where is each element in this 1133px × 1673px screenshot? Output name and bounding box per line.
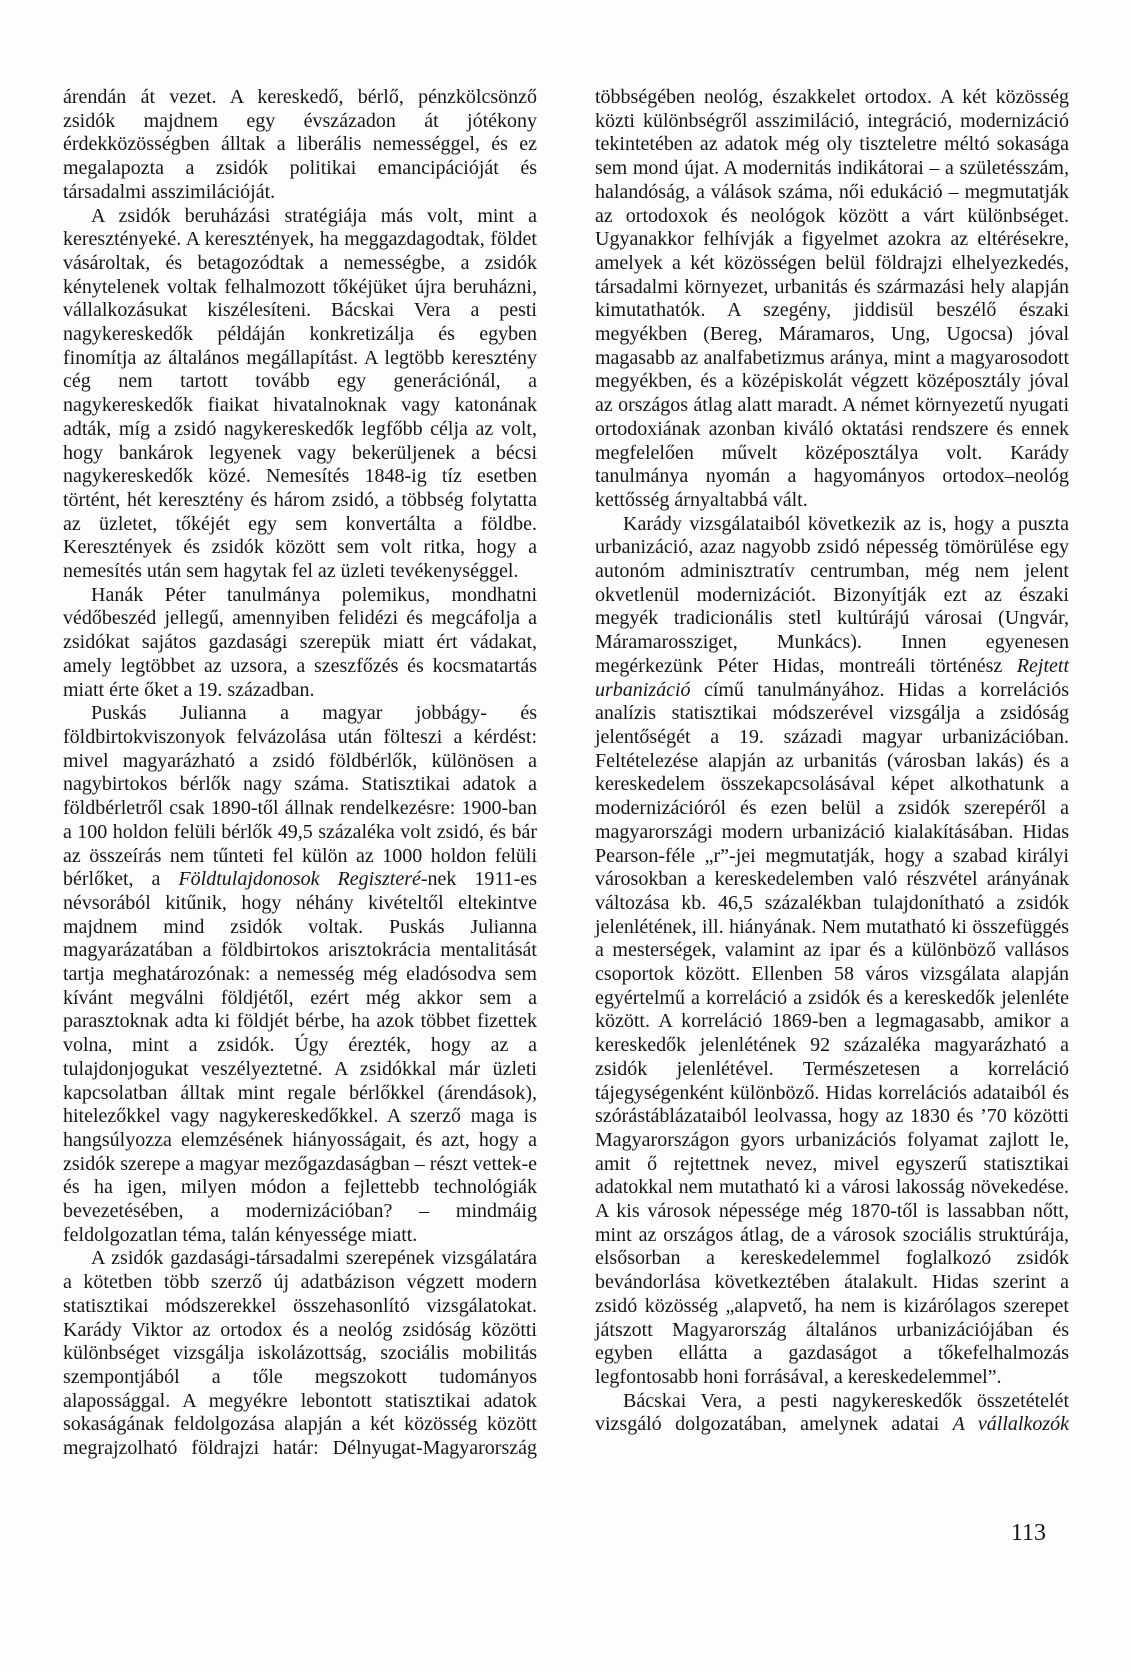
text-run: A zsidók gazdasági-társadalmi szerepének vizsgálatára a kötetben több szerző új adatbázison végzett modern statisztikai módszerekkel összehasonlító vizsgálatokat. Karády Viktor az ortodox és a neológ zsidóság közötti különbséget vizsgálja iskolázottság, szociális mobilitás szempontjából a tőle megszokott tudományos alapossággal. A megyékre lebontott statisztikai adatok sokaságának feldolgozása alapján a két közösség között megrajzolható földrajzi határ: Délnyugat-Magyarország xyxy=(63,1247,537,1460)
paragraph xyxy=(595,86,1069,513)
text-run: című tanulmányához. Hidas a korrelációs analízis statisztikai módszerével vizsgálja a zsidóság jelentőségét a 19. századi magyar urbanizációban. Feltételezése alapján az urbanitás (városban lakás) és a kereskedelem összekapcsolásával képet alkothatunk a modernizációról és ezen belül a zsidók szerepéről a magyarországi modern urbanizáció kialakításában. Hidas Pearson-féle „r”-jei megmutatják, hogy a szabad királyi városokban a kereskedelemben való részvétel arányának változása kb. 46,5 százalékban tulajdonítható a zsidók jelenlétének, ill. hiányának. Nem mutatható ki összefüggés a mesterségek, valamint az ipar és a különböző vallásos csoportok között. Ellenben 58 város vizsgálata alapján egyértelmű a korreláció a zsidók és a kereskedők jelenléte között. A korreláció 1869-ben a legmagasabb, amikor a kereskedők jelenlétének 92 százaléka magyarázható a zsidók jelenlétével. Természetesen a korreláció tájegységenként különböző. Hidas korrelációs adataiból és szórástáblázataiból leolvassa, hogy az 1830 és ’70 közötti Magyarországon gyors urbanizációs folyamat zajlott le, amit ő rejtettnek nevez, mivel egyszerű statisztikai adatokkal nem mutatható ki a városi lakosság növekedése. A kis városok népessége még 1870-től is lassabban nőtt, mint az országos átlag, de a városok szociális struktúrája, elsősorban a kereskedelemmel foglalkozó zsidók bevándorlása következtében átalakult. Hidas szerint a zsidó közösség „alapvető, ha nem is kizárólagos szerepet játszott Magyarország általános urbanizációjában és egyben ellátta a gazdaságot a tőkefelhalmozás legfontosabb honi forrásával, a kereskedelemmel”. xyxy=(595,678,1069,1388)
text-run: Puskás Julianna a magyar jobbágy- és földbirtokviszonyok felvázolása után fölteszi a kérdést: mivel magyarázható a zsidó földbérlők, különösen a nagybirtokos bérlők nagy száma. Statisztikai adatok a földbérletről csak 1890-től állnak rendelkezésre: 1900-ban a 100 holdon felüli bérlők 49,5 százaléka volt zsidó, és bár az összeírás nem tűnteti fel külön az 1000 holdon felüli bérlőket, a xyxy=(63,702,537,891)
text-columns xyxy=(63,86,1069,1461)
paragraph xyxy=(63,1247,537,1460)
work-title-italic: Földtulajdonosok Regiszteré xyxy=(178,868,421,891)
work-title-italic: Rejtett urbanizáció xyxy=(595,654,1069,701)
text-run: A zsidók beruházási stratégiája más volt, mint a keresztényeké. A keresztények, ha meggazdagodtak, földet vásároltak, és betagozódtak a nemességbe, a zsidók kénytelenek voltak felhalmozott tőkéjüket újra beruházni, vállalkozásukat kiszélesíteni. Bácskai Vera a pesti nagykereskedők példáján konkretizálja és egyben finomítja az általános megállapítást. A legtöbb keresztény cég nem tartott tovább egy generációnál, a nagykereskedők fiaikat hivatalnoknak vagy katonának adták, míg a zsidó nagykereskedők legfőbb célja az volt, hogy bankárok legyenek vagy bekerüljenek a bécsi nagykereskedők közé. Nemesítés 1848-ig tíz esetben történt, hét keresztény és három zsidó, a többség folytatta az üzletet, tőkéjét egy sem konvertálta a földbe. Keresztények és zsidók között sem volt ritka, hogy a nemesítés után sem hagytak fel az üzleti tevékenységgel. xyxy=(63,204,537,583)
paragraph xyxy=(63,584,537,703)
left-column xyxy=(63,86,537,1461)
paragraph xyxy=(63,86,537,205)
text-run: árendán át vezet. A kereskedő, bérlő, pénzkölcsönző zsidók majdnem egy évszázadon át jótékony érdekközösségben álltak a liberális nemességgel, és ez megalapozta a zsidók politikai emancipációját és társadalmi asszimilációját. xyxy=(63,86,537,203)
text-run: Karády vizsgálataiból következik az is, hogy a puszta urbanizáció, azaz nagyobb zsidó népesség tömörülése egy autonóm adminisztratív centrumban, még nem jelent okvetlenül modernizációt. Bizonyítják ezt az északi megyék tradicionális stetl kultúrájú városai (Ungvár, Máramarossziget, Munkács). Innen egyenesen megérkezünk Péter Hidas, montreáli történész xyxy=(595,512,1069,677)
work-title-italic: A vállalkozók xyxy=(952,1413,1069,1436)
paragraph xyxy=(63,702,537,1247)
right-column xyxy=(595,86,1069,1461)
paragraph xyxy=(63,205,537,584)
text-run: Hanák Péter tanulmánya polemikus, mondhatni védőbeszéd jellegű, amennyiben felidézi és megcáfolja a zsidókat sajátos gazdasági szerepük miatt ért vádakat, amely legtöbbet az uzsora, a szeszfőzés és kocsmatartás miatt érte őket a 19. században. xyxy=(63,583,537,701)
page-number: 113 xyxy=(1010,1520,1046,1546)
text-run: többségében neológ, északkelet ortodox. A két közösség közti különbségről asszimiláció, integráció, modernizáció tekintetében az adatok még oly tiszteletre méltó sokasága sem mond újat. A modernitás indikátorai – a születésszám, halandóság, a válások száma, női edukáció – megmutatják az ortodoxok és neológok között a várt különbséget. Ugyanakkor felhívják a figyelmet azokra az eltérésekre, amelyek a két közösségen belül földrajzi elhelyezkedés, társadalmi környezet, urbanitás és származási hely alapján kimutathatók. A szegény, jiddisül beszélő északi megyékben (Bereg, Máramaros, Ung, Ugocsa) jóval magasabb az analfabetizmus aránya, mint a magyarosodott megyékben, és a középiskolát végzett középosztály jóval az országos átlag alatt maradt. A német környezetű nyugati ortodoxiának azonban kiváló oktatási rendszere és ennek megfelelően művelt középosztálya volt. Karády tanulmánya nyomán a hagyományos ortodox–neológ kettősség árnyaltabbá vált. xyxy=(595,86,1069,511)
text-run: -nek 1911-es névsorából kitűnik, hogy néhány kivételtől eltekintve majdnem mind zsidók voltak. Puskás Julianna magyarázatában a földbirtokos arisztokrácia mentalitását tartja meghatározónak: a nemesség még eladósodva sem kívánt megválni földjétől, ezért még akkor sem a parasztoknak adta ki földjét bérbe, ha azok többet fizettek volna, mint a zsidók. Úgy érezték, hogy az a tulajdonjogukat veszélyeztetné. A zsidókkal már üzleti kapcsolatban álltak mint regale bérlőkkel (árendások), hitelezőkkel vagy nagykereskedőkkel. A szerző maga is hangsúlyozza elemzésének hiányosságait, és azt, hogy a zsidók szerepe a magyar mezőgazdaságban – részt vettek-e és ha igen, milyen módon a fejlettebb technológiák bevezetésében, a modernizációban? – mindmáig feldolgozatlan téma, talán kényessége miatt. xyxy=(63,868,538,1246)
paragraph xyxy=(595,513,1069,1390)
text-run: Bácskai Vera, a pesti nagykereskedők összetételét vizsgáló dolgozatában, amelynek adatai xyxy=(595,1389,1069,1436)
paragraph xyxy=(595,1390,1069,1437)
